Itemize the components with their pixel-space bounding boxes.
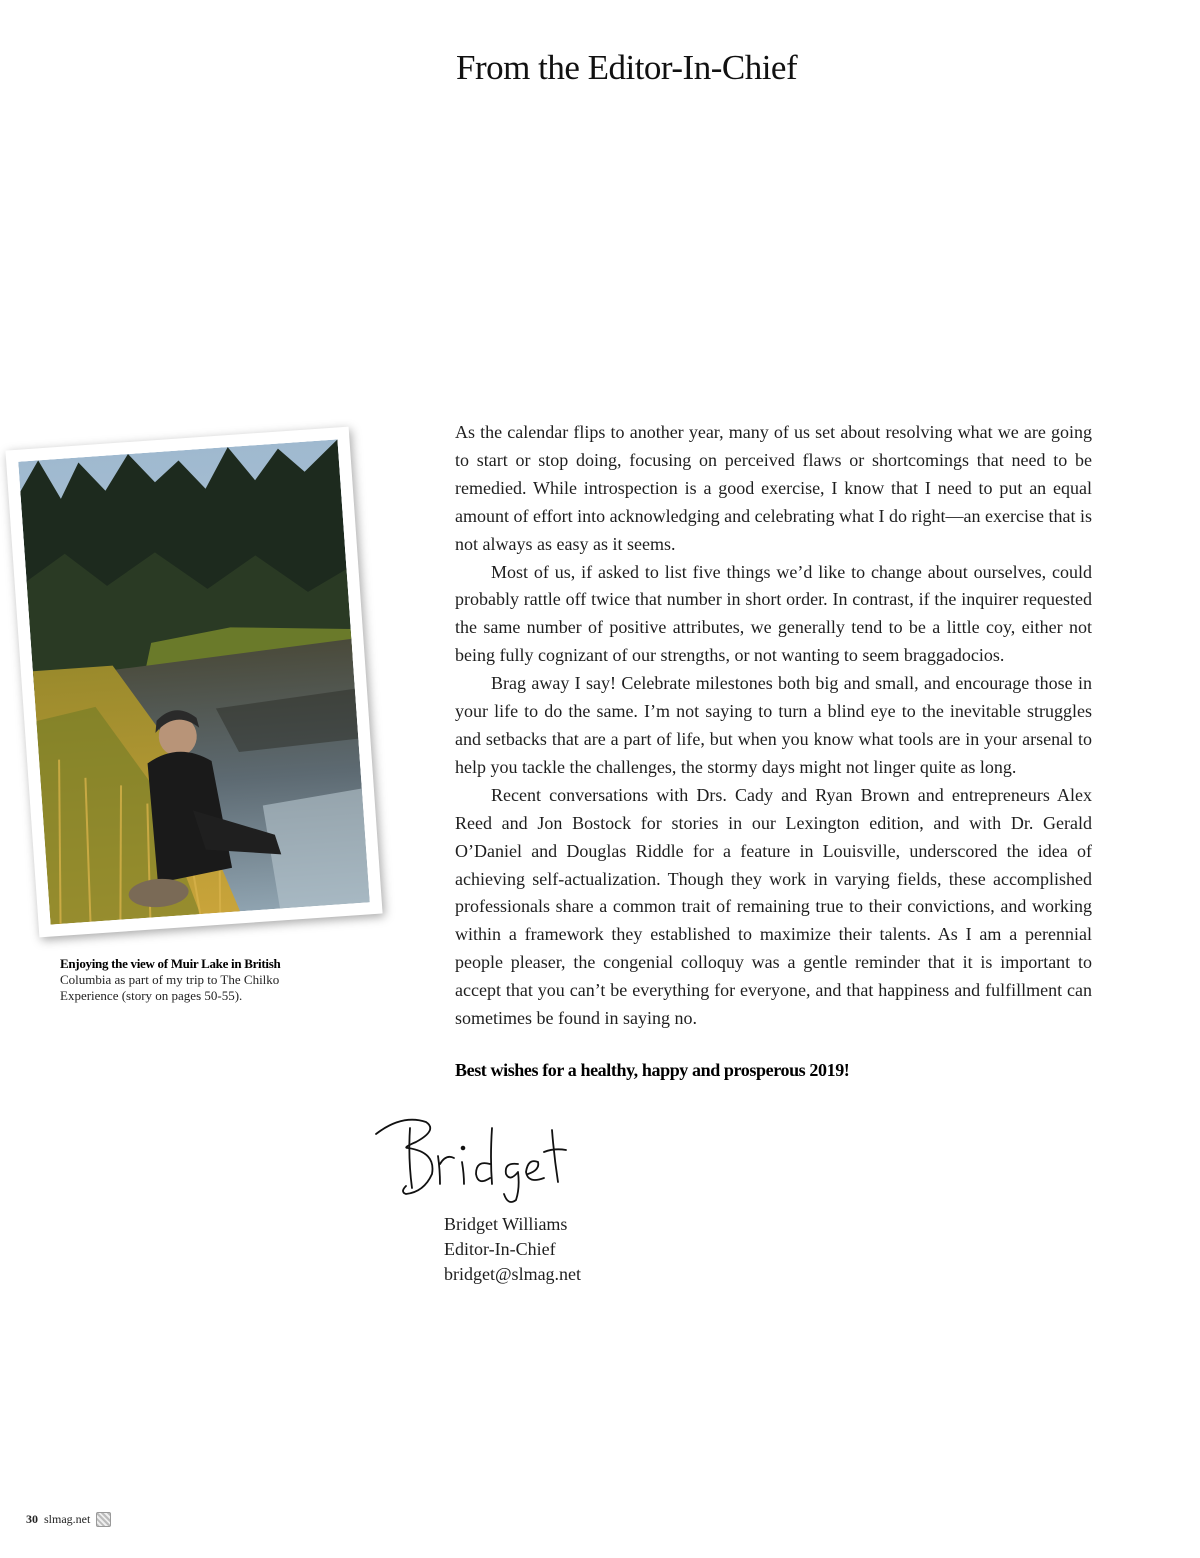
paragraph-3: Brag away I say! Celebrate milestones both big and small, and encourage those in your life to do the same. I’m not saying to turn a blind eye to the inevitable struggles and setbacks that are a part of life, but when you know what tools are in your arsenal to help you tackle the challenges, the stormy days might not linger quite as long. [455,673,1092,777]
closing-line: Best wishes for a healthy, happy and prosperous 2019! [455,1060,850,1080]
author-name: Bridget Williams [444,1214,568,1234]
paragraph-4: Recent conversations with Drs. Cady and Ryan Brown and entrepreneurs Alex Reed and Jon Bostock for stories in our Lexington edition, and with Dr. Gerald O’Daniel and Douglas Riddle for a feature in Louisville, underscored the idea of achieving self-actualization. Though they work in varying fields, these accomplished professionals share a common trait of remaining true to their convictions, and working within a framework they established to maximize their talents. As I am a perennial people pleaser, the congenial colloquy was a gentle reminder that it is important to accept that you can’t be everything for everyone, and that happiness and fulfillment can sometimes be found in saying no. [455,784,1092,1029]
author-email[interactable]: bridget@slmag.net [444,1264,582,1284]
photo-frame [5,427,382,938]
paragraph-1: As the calendar flips to another year, many of us set about resolving what we are going to start or stop doing, focusing on perceived flaws or shortcomings that need to be remedied. While introspection is a good exercise, I know that I need to put an equal amount of effort into acknowledging and celebrating what I do right—an exercise that is not always as easy as it seems. [455,422,1092,554]
page-title: From the Editor-In-Chief [456,48,798,87]
caption-text: Columbia as part of my trip to The Chilko Experience (story on pages 50-55). [60,972,280,1003]
slmag-logo-icon [96,1512,111,1527]
photo-caption [60,956,310,1004]
signoff-block [444,1212,581,1287]
page-footer [26,1512,111,1527]
page-number: 30 [26,1512,38,1526]
handwritten-signature [372,1108,572,1204]
author-role: Editor-In-Chief [444,1239,556,1259]
paragraph-2: Most of us, if asked to list five things we’d like to change about ourselves, could probably rattle off twice that number in short order. In contrast, if the inquirer requested the same number of positive attributes, we generally tend to be a little coy, either not being fully cognizant of our strengths, or not wanting to seem braggadocios. [455,561,1092,666]
article-body [455,419,1092,1033]
site-link[interactable]: slmag.net [44,1512,91,1526]
caption-title: Enjoying the view of Muir Lake in British [60,956,281,971]
landscape-photo-icon [18,439,370,924]
